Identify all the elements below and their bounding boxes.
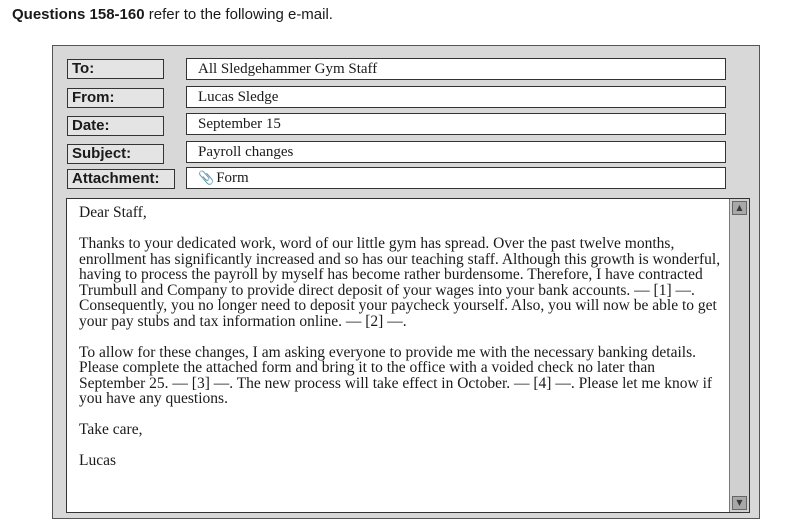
scroll-down-icon[interactable]: ▼ xyxy=(732,496,747,510)
greeting: Dear Staff, xyxy=(79,204,147,221)
scroll-up-icon[interactable]: ▲ xyxy=(732,201,747,215)
paperclip-icon: 📎 xyxy=(198,171,215,186)
paragraph-2: To allow for these changes, I am asking everyone to provide me with the necessary banking details. Please complete the attached form and bring it to the office with a voided check no later than September 25. — [3] —. The new process will take effect in October. — [4] —. Please let me know if you have any questions. xyxy=(79,343,713,407)
message-body[interactable] xyxy=(66,198,750,513)
attachment-label: Attachment: xyxy=(67,169,175,189)
attachment-name[interactable]: Form xyxy=(216,170,249,186)
date-label: Date: xyxy=(67,116,164,136)
signature: Lucas xyxy=(79,452,117,469)
to-field[interactable]: All Sledgehammer Gym Staff xyxy=(186,58,726,80)
from-field[interactable]: Lucas Sledge xyxy=(186,86,726,108)
from-label: From: xyxy=(67,88,164,108)
paragraph-1: Thanks to your dedicated work, word of our little gym has spread. Over the past twelve months, enrollment has significantly increased and so has our teaching staff. Although this growth is wonderful, having to process the payroll by myself has become rather burdensome. Therefore, I have contracted Trumbull and Company to provide direct deposit of your wages into your bank accounts. — [1] —. Consequently, you no longer need to deposit your paycheck yourself. Also, you will now be able to get your pay stubs and tax information online. — [2] —. xyxy=(79,235,721,330)
subject-field[interactable]: Payroll changes xyxy=(186,141,726,163)
closing: Take care, xyxy=(79,421,143,438)
attachment-field[interactable] xyxy=(186,167,726,189)
to-label: To: xyxy=(67,59,164,79)
question-range: Questions 158-160 xyxy=(12,6,145,23)
intro-line xyxy=(12,6,333,23)
date-field[interactable]: September 15 xyxy=(186,113,726,135)
email-window xyxy=(52,45,760,519)
message-text xyxy=(79,205,722,469)
intro-text: refer to the following e-mail. xyxy=(144,6,333,23)
scrollbar[interactable] xyxy=(729,199,749,512)
subject-label: Subject: xyxy=(67,144,164,164)
